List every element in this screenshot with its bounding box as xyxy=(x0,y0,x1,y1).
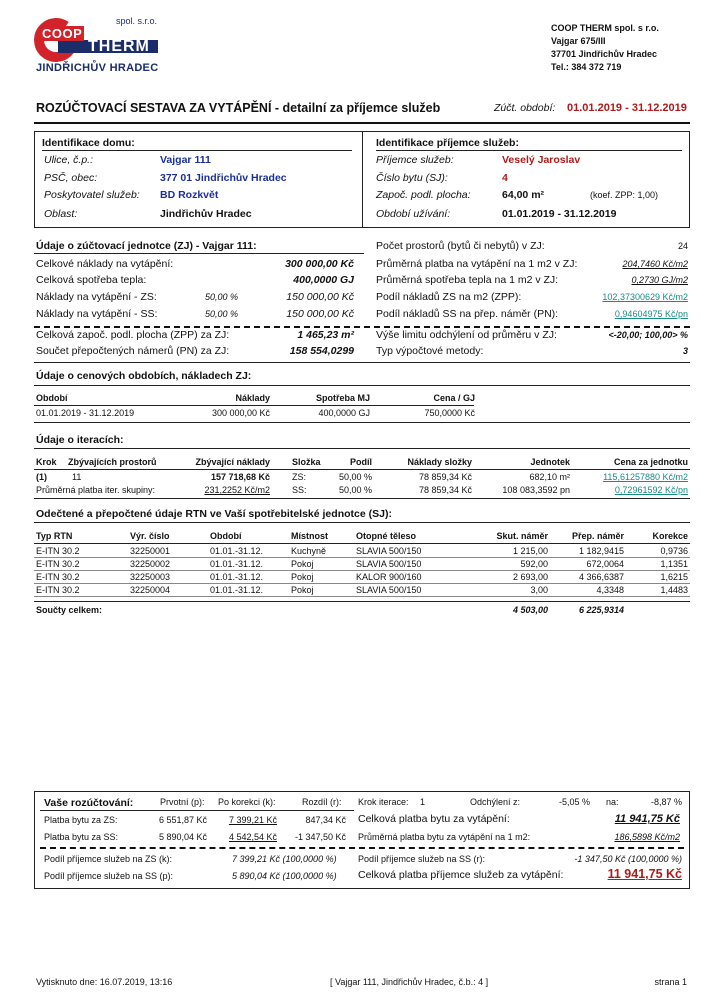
zj-right-label: Průměrná platba na vytápění na 1 m2 v ZJ: xyxy=(376,258,578,270)
psc-value: 377 01 Jindřichův Hradec xyxy=(160,172,287,184)
footer-ref: [ Vajgar 111, Jindřichův Hradec, č.b.: 4 ] xyxy=(330,977,489,987)
rtn-cell: KALOR 900/160 xyxy=(356,572,422,582)
zj-heading: Údaje o zúčtovací jednotce (ZJ) - Vajgar 111: xyxy=(36,240,257,252)
prices-row-period: 01.01.2019 - 31.12.2019 xyxy=(36,408,135,418)
rtn-cell: 1 182,9415 xyxy=(578,546,624,556)
iter-col-step: Krok xyxy=(36,457,57,467)
zj-heading-line xyxy=(34,253,364,254)
page-title: ROZÚČTOVACÍ SESTAVA ZA VYTÁPĚNÍ - detailní za příjemce služeb xyxy=(36,101,441,115)
iter-col-comp: Složka xyxy=(292,457,321,467)
rtn-sum-line xyxy=(34,601,690,602)
floor-value: 64,00 m² xyxy=(502,189,545,201)
summary-share-ss: 5 890,04 Kč (100,0000 %) xyxy=(232,871,337,881)
rtn-cell: 01.01.-31.12. xyxy=(210,559,264,569)
zj-bottom-line xyxy=(34,362,690,363)
rtn-row-line xyxy=(34,557,690,558)
rtn-row-line xyxy=(34,583,690,584)
rtn-cell: Pokoj xyxy=(291,559,314,569)
recipient-heading-line xyxy=(376,150,682,151)
iter-col-remaining: Zbývajících prostorů xyxy=(68,457,157,467)
provider-value: BD Rozkvět xyxy=(160,189,219,201)
koef-value: (koef. ZPP: 1,00) xyxy=(590,190,659,200)
rtn-cell: 01.01.-31.12. xyxy=(210,546,264,556)
rtn-cell: 32250004 xyxy=(130,585,171,595)
zj-right-value: 102,37300629 Kč/m2 xyxy=(602,292,688,302)
rtn-row-line xyxy=(34,596,690,597)
summary-total-label: Celková platba bytu za vytápění: xyxy=(358,813,510,825)
rtn-col-header: Výr. číslo xyxy=(130,531,170,541)
iter-cols-line xyxy=(34,469,690,470)
area-label: Oblast: xyxy=(44,208,78,220)
zj-right-label: Počet prostorů (bytů či nebytů) v ZJ: xyxy=(376,240,545,252)
identification-divider xyxy=(362,131,363,228)
rtn-cell: 1,4483 xyxy=(660,585,688,595)
recipient-name-label: Příjemce služeb: xyxy=(376,154,454,166)
zj-left-value: 400,0000 GJ xyxy=(293,274,354,286)
company-city: 37701 Jindřichův Hradec xyxy=(551,49,658,59)
rtn-heading-line xyxy=(34,522,690,523)
zj-right-value: 0,94604975 Kč/pn xyxy=(614,309,688,319)
iter-heading: Údaje o iteracích: xyxy=(36,434,124,446)
footer-page: strana 1 xyxy=(654,977,687,987)
rtn-cell: E-ITN 30.2 xyxy=(36,546,80,556)
rtn-cell: SLAVIA 500/150 xyxy=(356,559,422,569)
recipient-name: Veselý Jaroslav xyxy=(502,154,581,166)
iter-comp-units: 108 083,3592 pn xyxy=(502,485,570,495)
zj-left-label: Náklady na vytápění - ZS: xyxy=(36,291,157,303)
zj-left-label: Celková započ. podl. plocha (ZPP) za ZJ: xyxy=(36,329,230,341)
street-label: Ulice, č.p.: xyxy=(44,154,94,166)
rtn-sum-prep: 6 225,9314 xyxy=(578,605,624,615)
summary-ss-k: 4 542,54 Kč xyxy=(228,832,277,842)
rtn-cell: 32250002 xyxy=(130,559,171,569)
rtn-cell: Pokoj xyxy=(291,585,314,595)
rtn-cell: 01.01.-31.12. xyxy=(210,572,264,582)
summary-heading: Vaše rozúčtování: xyxy=(44,797,134,809)
rtn-cols-line xyxy=(34,543,690,544)
rtn-cell: 0,9736 xyxy=(660,546,688,556)
summary-krok: 1 xyxy=(420,797,426,807)
zj-left-pct: 50,00 % xyxy=(204,292,238,302)
zj-left-label: Náklady na vytápění - SS: xyxy=(36,308,158,320)
summary-korekce-label: Po korekci (k): xyxy=(218,797,276,807)
logo-city: JINDŘICHŮV HRADEC xyxy=(36,62,159,74)
house-heading: Identifikace domu: xyxy=(42,137,135,149)
rtn-cell: 4 366,6387 xyxy=(578,572,624,582)
summary-odch-label: Odchýlení z: xyxy=(470,797,521,807)
zj-left-label: Celkové náklady na vytápění: xyxy=(36,258,174,270)
period-value: 01.01.2019 - 31.12.2019 xyxy=(567,102,687,114)
rtn-cell: 592,00 xyxy=(520,559,548,569)
summary-total: 11 941,75 Kč xyxy=(614,813,680,825)
rtn-sum-skut: 4 503,00 xyxy=(512,605,548,615)
prices-heading: Údaje o cenových obdobích, nákladech ZJ: xyxy=(36,370,252,382)
rtn-heading: Odečtené a přepočtené údaje RTN ve Vaší spotřebitelské jednotce (SJ): xyxy=(36,508,392,520)
rtn-cell: 672,0064 xyxy=(586,559,624,569)
iter-comp-share: 50,00 % xyxy=(338,485,372,495)
summary-ss-p: 5 890,04 Kč xyxy=(158,832,207,842)
zj-right-value: 0,2730 GJ/m2 xyxy=(631,275,688,285)
zj-left-value: 158 554,0299 xyxy=(289,345,354,357)
logo-therm-text: THERM xyxy=(88,38,150,55)
prices-row-price: 750,0000 Kč xyxy=(424,408,475,418)
zj-right-label: Podíl nákladů ZS na m2 (ZPP): xyxy=(376,291,522,303)
prices-cols-line xyxy=(34,405,474,406)
rtn-cell: 1,1351 xyxy=(660,559,688,569)
area-value: Jindřichův Hradec xyxy=(160,208,252,220)
use-value: 01.01.2019 - 31.12.2019 xyxy=(502,208,617,220)
company-name: COOP THERM spol. s r.o. xyxy=(551,23,659,33)
zj-right-label: Průměrná spotřeba tepla na 1 m2 v ZJ: xyxy=(376,274,559,286)
summary-grand-label: Celková platba příjemce služeb za vytápění: xyxy=(358,869,564,881)
prices-row-cost: 300 000,00 Kč xyxy=(211,408,270,418)
flat-value: 4 xyxy=(502,172,508,184)
prices-col-usage: Spotřeba MJ xyxy=(315,393,370,403)
rtn-cell: Pokoj xyxy=(291,572,314,582)
iter-comp-cost: 78 859,34 Kč xyxy=(418,485,472,495)
summary-avg: 186,5898 Kč/m2 xyxy=(614,832,680,842)
zj-left-value: 150 000,00 Kč xyxy=(286,308,354,320)
summary-ss-label: Platba bytu za SS: xyxy=(44,832,119,842)
iter-bottom-line xyxy=(34,498,690,499)
rtn-cell: 01.01.-31.12. xyxy=(210,585,264,595)
zj-left-value: 150 000,00 Kč xyxy=(286,291,354,303)
company-tel: Tel.: 384 372 719 xyxy=(551,62,622,72)
prices-heading-line xyxy=(34,385,690,386)
rtn-row-line xyxy=(34,570,690,571)
rtn-cell: 1 215,00 xyxy=(512,546,548,556)
rtn-col-header: Skut. náměr xyxy=(496,531,548,541)
rtn-cell: SLAVIA 500/150 xyxy=(356,546,422,556)
provider-label: Poskytovatel služeb: xyxy=(44,189,140,201)
zj-right-value: 3 xyxy=(682,346,688,356)
period-label: Zúčt. období: xyxy=(494,102,556,114)
rtn-cell: 4,3348 xyxy=(596,585,624,595)
rtn-col-header: Otopné těleso xyxy=(356,531,417,541)
rtn-col-header: Korekce xyxy=(652,531,688,541)
rtn-sum-label: Součty celkem: xyxy=(36,605,103,615)
zj-right-label: Podíl nákladů SS na přep. náměr (PN): xyxy=(376,308,559,320)
logo-coop-text: COOP xyxy=(42,26,83,41)
summary-dashed-divider xyxy=(40,847,684,849)
iter-avg-label: Průměrná platba iter. skupiny: xyxy=(36,485,156,495)
rtn-cell: 32250003 xyxy=(130,572,171,582)
iter-col-compcost: Náklady složky xyxy=(407,457,472,467)
zj-right-label: Výše limitu odchýlení od průměru v ZJ: xyxy=(376,329,557,341)
title-divider xyxy=(34,122,690,124)
prices-col-price: Cena / GJ xyxy=(433,393,475,403)
summary-heading-line xyxy=(40,810,354,811)
prices-row-usage: 400,0000 GJ xyxy=(318,408,370,418)
rtn-cell: E-ITN 30.2 xyxy=(36,572,80,582)
summary-zs-label: Platba bytu za ZS: xyxy=(44,815,118,825)
house-heading-line xyxy=(42,150,352,151)
zj-right-label: Typ výpočtové metody: xyxy=(376,345,484,357)
summary-ss-r: -1 347,50 Kč xyxy=(294,832,346,842)
rtn-cell: E-ITN 30.2 xyxy=(36,585,80,595)
rtn-cell: SLAVIA 500/150 xyxy=(356,585,422,595)
rtn-col-header: Přep. náměr xyxy=(571,531,624,541)
rtn-cell: 3,00 xyxy=(530,585,548,595)
summary-grand: 11 941,75 Kč xyxy=(607,867,682,881)
summary-share-ss-r-label: Podíl příjemce služeb na SS (r): xyxy=(358,854,486,864)
summary-odch-na: -8,87 % xyxy=(650,797,682,807)
iter-comp-units: 682,10 m² xyxy=(529,472,570,482)
zj-left-label: Celková spotřeba tepla: xyxy=(36,274,147,286)
zj-right-value: 24 xyxy=(677,241,688,251)
iter-col-units: Jednotek xyxy=(530,457,570,467)
summary-share-zs-label: Podíl příjemce služeb na ZS (k): xyxy=(44,854,173,864)
recipient-heading: Identifikace příjemce služeb: xyxy=(376,137,519,149)
summary-na-label: na: xyxy=(606,797,619,807)
iter-comp-name: ZS: xyxy=(292,472,307,482)
rtn-cell: 32250001 xyxy=(130,546,171,556)
summary-zs-k: 7 399,21 Kč xyxy=(228,815,277,825)
street-value: Vajgar 111 xyxy=(160,154,211,166)
zj-left-value: 300 000,00 Kč xyxy=(285,258,354,270)
rtn-cell: 2 693,00 xyxy=(512,572,548,582)
summary-avg-label: Průměrná platba bytu za vytápění na 1 m2: xyxy=(358,832,531,842)
summary-share-ss-label: Podíl příjemce služeb na SS (p): xyxy=(44,871,174,881)
iter-col-share: Podíl xyxy=(350,457,372,467)
iter-col-cost: Zbývající náklady xyxy=(195,457,270,467)
rtn-cell: Kuchyně xyxy=(291,546,327,556)
summary-zs-p: 6 551,87 Kč xyxy=(158,815,207,825)
iter-comp-name: SS: xyxy=(292,485,307,495)
footer-printed: Vytisknuto dne: 16.07.2019, 13:16 xyxy=(36,977,173,987)
rtn-col-header: Typ RTN xyxy=(36,531,73,541)
iter-remaining: 11 xyxy=(72,472,82,482)
company-address xyxy=(551,22,659,74)
use-label: Období užívání: xyxy=(376,208,451,220)
rtn-cell: 1,6215 xyxy=(660,572,688,582)
zj-dashed-divider xyxy=(34,326,690,328)
iter-col-price: Cena za jednotku xyxy=(613,457,688,467)
floor-label: Započ. podl. plocha: xyxy=(376,189,471,201)
summary-krok-label: Krok iterace: xyxy=(358,797,409,807)
logo-small-text: spol. s.r.o. xyxy=(116,16,158,26)
summary-share-zs: 7 399,21 Kč (100,0000 %) xyxy=(232,854,337,864)
iter-comp-share: 50,00 % xyxy=(338,472,372,482)
iter-avg-value: 231,2252 Kč/m2 xyxy=(204,485,270,495)
zj-left-value: 1 465,23 m² xyxy=(297,329,354,341)
summary-prvotni-label: Prvotní (p): xyxy=(160,797,205,807)
prices-col-period: Období xyxy=(36,393,68,403)
rtn-cell: E-ITN 30.2 xyxy=(36,559,80,569)
rtn-col-header: Období xyxy=(210,531,242,541)
summary-share-ss-r: -1 347,50 Kč (100,0000 %) xyxy=(574,854,682,864)
zj-right-value: 204,7460 Kč/m2 xyxy=(622,259,688,269)
iter-cost: 157 718,68 Kč xyxy=(210,472,270,482)
summary-rozdil-label: Rozdíl (r): xyxy=(302,797,342,807)
zj-left-label: Součet přepočtených námerů (PN) za ZJ: xyxy=(36,345,230,357)
summary-odch-z: -5,05 % xyxy=(558,797,590,807)
iter-comp-cost: 78 859,34 Kč xyxy=(418,472,472,482)
zj-left-pct: 50,00 % xyxy=(204,309,238,319)
summary-zs-r: 847,34 Kč xyxy=(305,815,346,825)
company-street: Vajgar 675/III xyxy=(551,36,606,46)
iter-heading-line xyxy=(34,448,690,449)
iter-step: (1) xyxy=(36,472,47,482)
iter-comp-price: 0,72961592 Kč/pn xyxy=(614,485,688,495)
rtn-col-header: Místnost xyxy=(291,531,328,541)
zj-right-value: <-20,00; 100,00> % xyxy=(608,330,688,340)
prices-col-cost: Náklady xyxy=(235,393,270,403)
iter-comp-price: 115,61257880 Kč/m2 xyxy=(603,472,688,482)
prices-bottom-line xyxy=(34,422,690,423)
psc-label: PSČ, obec: xyxy=(44,172,98,184)
flat-label: Číslo bytu (SJ): xyxy=(376,172,448,184)
